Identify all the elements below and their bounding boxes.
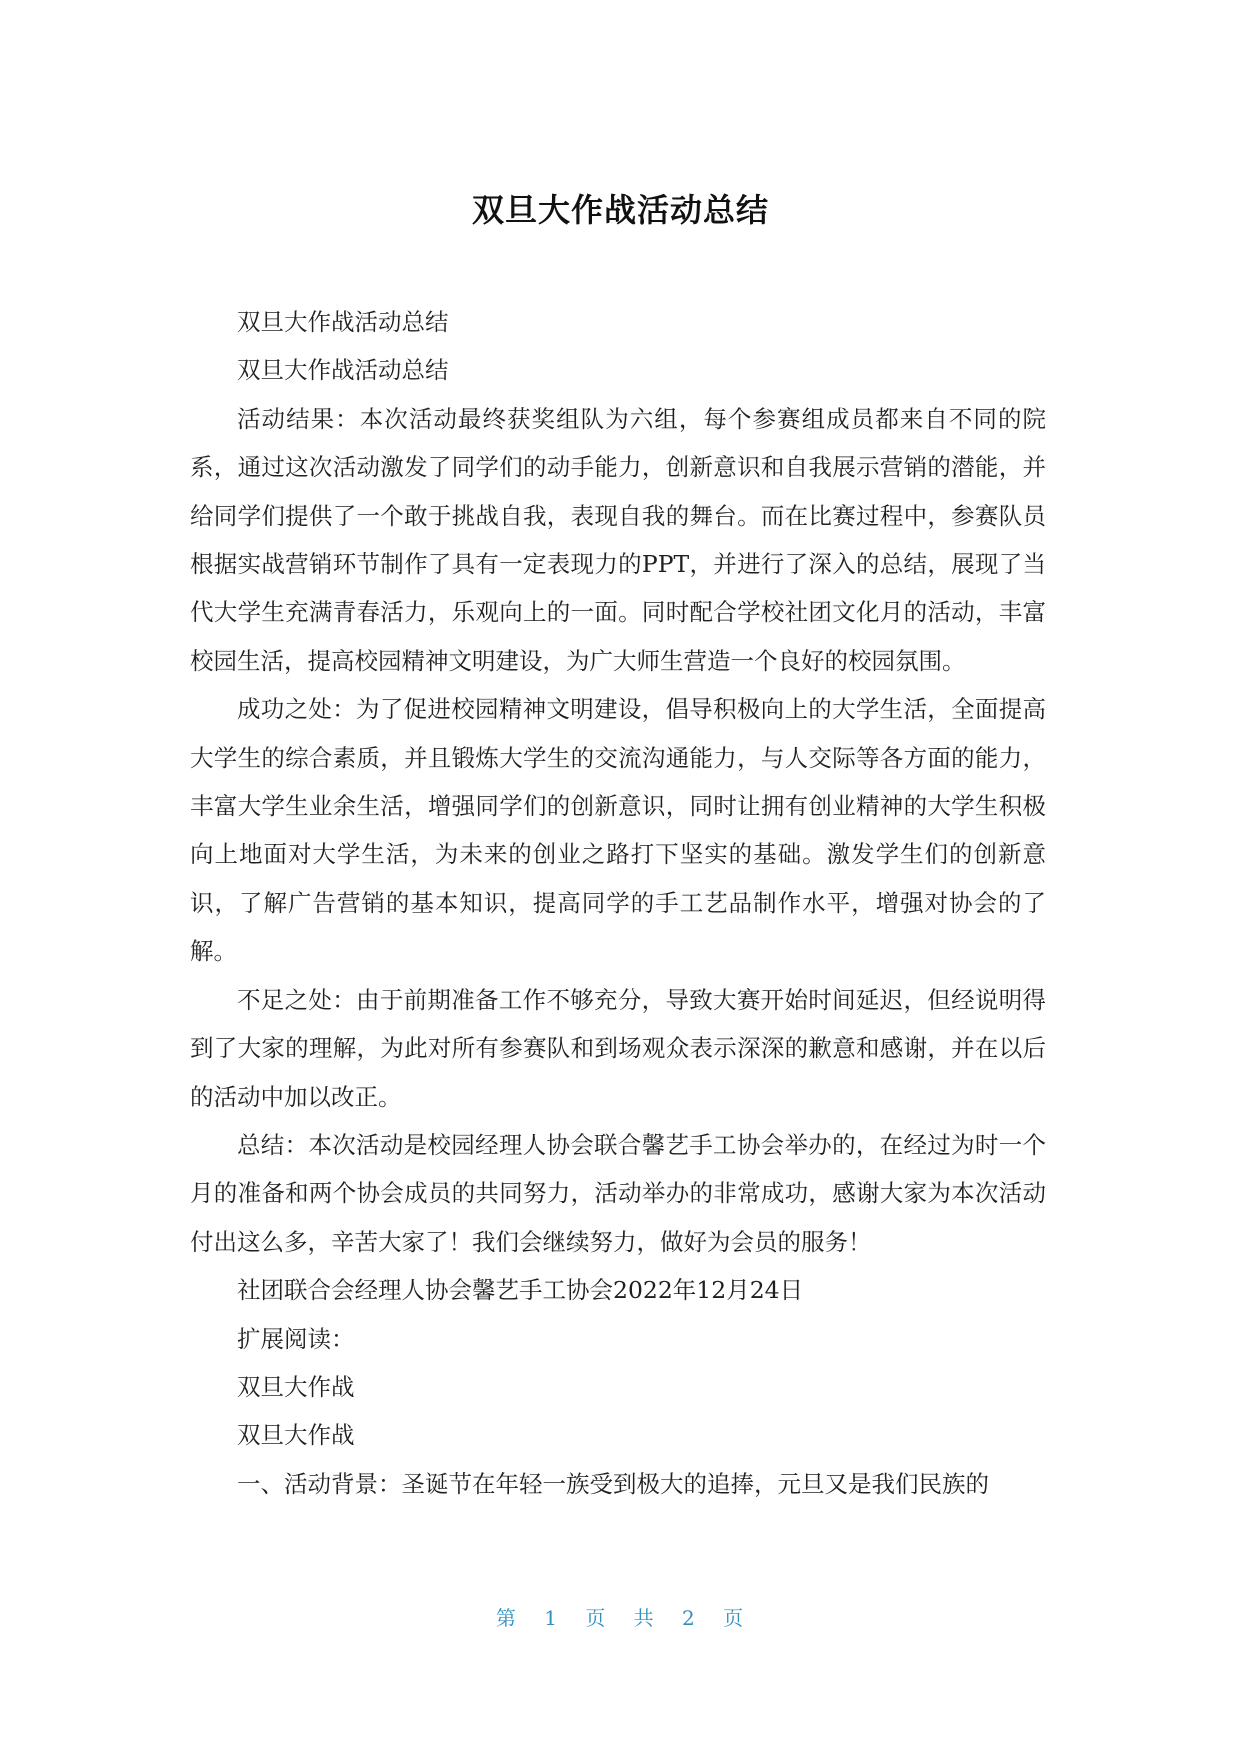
document-body <box>190 298 1046 1508</box>
paragraph-extended-reading: 扩展阅读： <box>237 1324 355 1353</box>
paragraph-results: 活动结果：本次活动最终获奖组队为六组，每个参赛组成员都来自不同的院系，通过这次活动激发了同学们的动手能力，创新意识和自我展示营销的潜能，并给同学们提供了一个敢于挑战自我，表现自我的舞台。而在比赛过程中，参赛队员根据实战营销环节制作了具有一定表现力的PPT，并进行了深入的总结，展现了当代大学生充满青春活力，乐观向上的一面。同时配合学校社团文化月的活动，丰富校园生活，提高校园精神文明建设，为广大师生营造一个良好的校园氛围。 <box>190 404 1046 675</box>
document-title: 双旦大作战活动总结 <box>471 191 769 229</box>
paragraph-subtitle-1: 双旦大作战活动总结 <box>237 308 449 336</box>
paragraph-shortcomings: 不足之处：由于前期准备工作不够充分，导致大赛开始时间延迟，但经说明得到了大家的理解，为此对所有参赛队和到场观众表示深深的歉意和感谢，并在以后的活动中加以改正。 <box>190 985 1046 1111</box>
paragraph-heading-1: 双旦大作战 <box>237 1372 355 1401</box>
paragraph-heading-2: 双旦大作战 <box>237 1421 355 1450</box>
paragraph-summary: 总结：本次活动是校园经理人协会联合馨艺手工协会举办的，在经过为时一个月的准备和两个协会成员的共同努力，活动举办的非常成功，感谢大家为本次活动付出这么多，辛苦大家了！我们会继续努力，做好为会员的服务！ <box>190 1130 1046 1256</box>
paragraph-signature: 社团联合会经理人协会馨艺手工协会2022年12月24日 <box>237 1276 804 1305</box>
page-number-footer: 第 1 页 共 2 页 <box>495 1606 746 1630</box>
paragraph-successes: 成功之处：为了促进校园精神文明建设，倡导积极向上的大学生活，全面提高大学生的综合素质，并且锻炼大学生的交流沟通能力，与人交际等各方面的能力，丰富大学生业余生活，增强同学们的创新意识，同时让拥有创业精神的大学生积极向上地面对大学生活，为未来的创业之路打下坚实的基础。激发学生们的创新意识，了解广告营销的基本知识，提高同学的手工艺品制作水平，增强对协会的了解。 <box>190 695 1046 966</box>
paragraph-subtitle-2: 双旦大作战活动总结 <box>237 356 449 385</box>
paragraph-background: 一、活动背景：圣诞节在年轻一族受到极大的追捧，元旦又是我们民族的 <box>237 1469 989 1498</box>
